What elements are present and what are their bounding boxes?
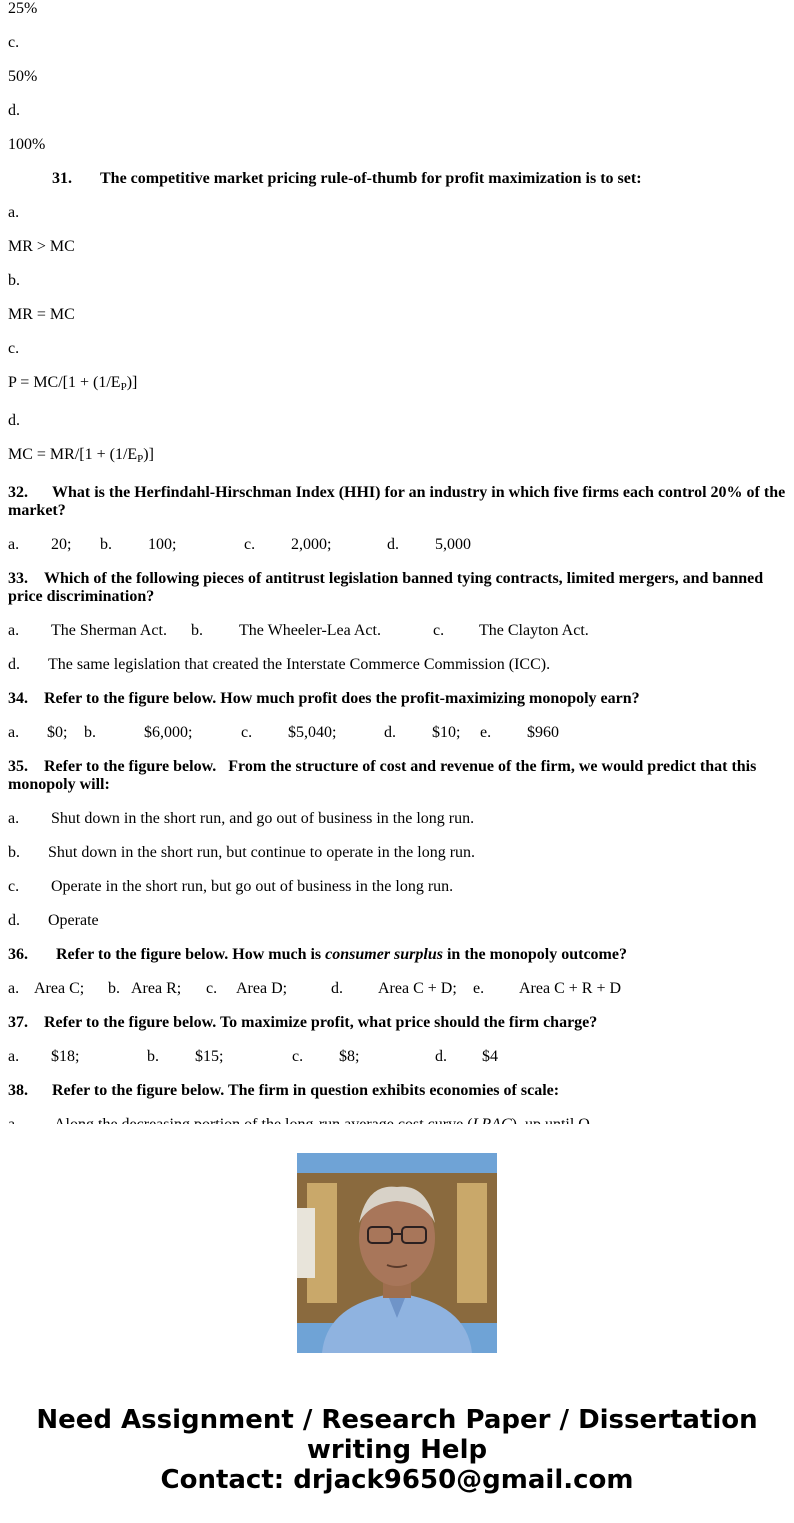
question-number: 34. bbox=[8, 690, 28, 707]
q31-option-c-value bbox=[8, 374, 137, 392]
q35-option-c bbox=[8, 878, 453, 896]
q35-option-b bbox=[8, 844, 475, 862]
q37-options bbox=[8, 1048, 498, 1066]
option-text: 20; bbox=[51, 536, 72, 553]
option-label: d. bbox=[331, 980, 343, 997]
option-text: Operate in the short run, but go out of business in the long run. bbox=[51, 878, 454, 895]
question-text: The competitive market pricing rule-of-thumb for profit maximization is to set: bbox=[100, 170, 642, 187]
question-number: 32. bbox=[8, 484, 28, 501]
option-label: c. bbox=[292, 1048, 304, 1065]
formula-text: MC = MR/[1 + (1/E bbox=[8, 446, 138, 463]
question-number: 33. bbox=[8, 570, 28, 587]
option-label: e. bbox=[473, 980, 485, 997]
question-text: Which of the following pieces of antitrust legislation banned tying contracts, limited mergers, and banned price discrimination? bbox=[8, 570, 764, 605]
question-36 bbox=[8, 946, 627, 964]
question-number: 35. bbox=[8, 758, 28, 775]
promo-line: writing Help bbox=[306, 1435, 488, 1465]
option-label: b. bbox=[100, 536, 112, 553]
q31-option-a-value: MR > MC bbox=[8, 238, 75, 255]
q31-option-c-label: c. bbox=[8, 340, 20, 357]
question-text: Refer to the figure below. How much profit does the profit-maximizing monopoly earn? bbox=[44, 690, 640, 707]
option-text: Shut down in the short run, and go out of business in the long run. bbox=[51, 810, 475, 827]
option-text: 5,000 bbox=[435, 536, 471, 553]
option-text: $8; bbox=[339, 1048, 360, 1065]
question-text: Refer to the figure below. How much is bbox=[56, 946, 326, 963]
q36-options bbox=[8, 980, 621, 998]
option-text: Area D; bbox=[236, 980, 288, 997]
option-label: b. bbox=[191, 622, 203, 639]
option-label: c. bbox=[206, 980, 218, 997]
option-label: a. bbox=[8, 536, 20, 553]
question-37 bbox=[8, 1014, 597, 1032]
option-label: a. bbox=[8, 622, 20, 639]
option-text: The Sherman Act. bbox=[51, 622, 167, 639]
question-text: Refer to the figure below. To maximize profit, what price should the firm charge? bbox=[44, 1014, 598, 1031]
option-text: $18; bbox=[51, 1048, 80, 1065]
question-number: 37. bbox=[8, 1014, 28, 1031]
option-text: $15; bbox=[195, 1048, 224, 1065]
option-label: e. bbox=[480, 724, 492, 741]
formula-subscript: P bbox=[137, 453, 144, 465]
formula-text: P = MC/[1 + (1/E bbox=[8, 374, 121, 391]
q34-options bbox=[8, 724, 559, 742]
option-label: b. bbox=[84, 724, 96, 741]
option-text: Area C + D; bbox=[378, 980, 457, 997]
option-text: Area C + R + D bbox=[519, 980, 622, 997]
option-label: a. bbox=[8, 1048, 20, 1065]
option-label: a. bbox=[8, 724, 20, 741]
q32-options bbox=[8, 536, 471, 554]
prev-option-d-value: 100% bbox=[8, 136, 46, 153]
question-38 bbox=[8, 1082, 559, 1100]
option-label: a. bbox=[8, 980, 20, 997]
q35-option-a bbox=[8, 810, 474, 828]
option-label: d. bbox=[435, 1048, 447, 1065]
prev-option-d-label: d. bbox=[8, 102, 20, 119]
formula-subscript: P bbox=[120, 381, 127, 393]
option-text: The Clayton Act. bbox=[479, 622, 589, 639]
option-label: b. bbox=[108, 980, 120, 997]
option-text: Area C; bbox=[34, 980, 85, 997]
prev-option-c-value: 50% bbox=[8, 68, 38, 85]
option-label: c. bbox=[241, 724, 253, 741]
option-text: $960 bbox=[527, 724, 559, 741]
q35-option-d bbox=[8, 912, 99, 930]
formula-text: )] bbox=[126, 374, 138, 391]
question-text-emphasis: consumer surplus bbox=[325, 946, 443, 963]
option-label: c. bbox=[244, 536, 256, 553]
option-text: 100; bbox=[148, 536, 177, 553]
prev-option-b-value: 25% bbox=[8, 0, 38, 17]
question-text: What is the Herfindahl-Hirschman Index (HHI) for an industry in which five firms each control 20% of the market? bbox=[8, 484, 786, 519]
formula-text: )] bbox=[143, 446, 154, 463]
q31-option-d-value bbox=[8, 446, 154, 464]
q33-options bbox=[8, 622, 589, 640]
q31-option-a-label: a. bbox=[8, 204, 20, 221]
q31-option-b-value: MR = MC bbox=[8, 306, 75, 323]
prev-option-c-label: c. bbox=[8, 34, 20, 51]
question-35 bbox=[8, 758, 788, 794]
option-text: Shut down in the short run, but continue to operate in the long run. bbox=[48, 844, 476, 861]
question-text: Refer to the figure below. From the structure of cost and revenue of the firm, we would predict that this monopoly will: bbox=[8, 758, 761, 793]
option-label: d. bbox=[387, 536, 399, 553]
promo-line: Need Assignment / Research Paper / Dissertation bbox=[36, 1405, 758, 1435]
option-text: $4 bbox=[482, 1048, 498, 1065]
option-label: d. bbox=[8, 656, 20, 673]
avatar bbox=[297, 1153, 497, 1353]
question-33 bbox=[8, 570, 788, 606]
option-label: b. bbox=[8, 844, 20, 861]
option-text: $0; bbox=[47, 724, 68, 741]
option-label: d. bbox=[8, 912, 20, 929]
option-text: $6,000; bbox=[144, 724, 193, 741]
option-label: b. bbox=[147, 1048, 159, 1065]
promo-banner bbox=[0, 1124, 794, 1523]
question-text: in the monopoly outcome? bbox=[442, 946, 627, 963]
option-text: Area R; bbox=[131, 980, 182, 997]
option-text: Operate bbox=[48, 912, 99, 929]
question-32 bbox=[8, 484, 788, 520]
option-label: a. bbox=[8, 810, 20, 827]
option-label: c. bbox=[433, 622, 445, 639]
question-number: 31. bbox=[52, 170, 72, 187]
option-text: The Wheeler-Lea Act. bbox=[239, 622, 381, 639]
option-text: $5,040; bbox=[288, 724, 337, 741]
option-label: d. bbox=[384, 724, 396, 741]
promo-contact: Contact: drjack9650@gmail.com bbox=[160, 1465, 634, 1495]
question-34 bbox=[8, 690, 640, 708]
option-text: 2,000; bbox=[291, 536, 332, 553]
person-photo-icon bbox=[297, 1153, 497, 1353]
q33-option-d bbox=[8, 656, 550, 674]
option-text: $10; bbox=[432, 724, 461, 741]
q31-option-d-label: d. bbox=[8, 412, 20, 429]
promo-text bbox=[0, 1405, 794, 1495]
question-31 bbox=[52, 170, 642, 188]
option-text: The same legislation that created the Interstate Commerce Commission (ICC). bbox=[48, 656, 551, 673]
question-number: 38. bbox=[8, 1082, 28, 1099]
question-number: 36. bbox=[8, 946, 28, 963]
q31-option-b-label: b. bbox=[8, 272, 20, 289]
question-text: Refer to the figure below. The firm in question exhibits economies of scale: bbox=[52, 1082, 560, 1099]
option-label: c. bbox=[8, 878, 20, 895]
